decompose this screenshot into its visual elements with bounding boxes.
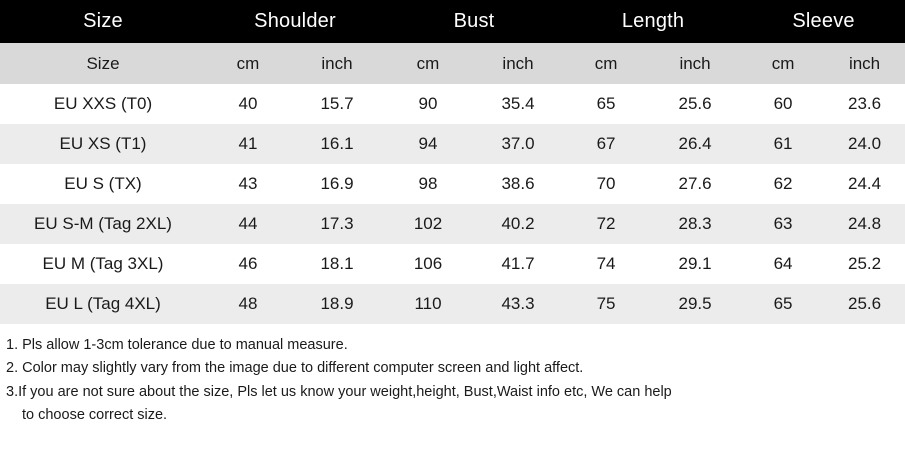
table-body xyxy=(0,84,905,324)
unit-shoulder-cm: cm xyxy=(236,53,260,73)
cell-sleeve-cm: 62 xyxy=(773,174,793,193)
table-row xyxy=(0,164,905,204)
unit-shoulder-inch: inch xyxy=(321,53,353,73)
table-header xyxy=(0,0,905,84)
table-row xyxy=(0,84,905,124)
cell-sleeve-inch: 25.6 xyxy=(847,294,882,313)
cell-shoulder-inch: 16.1 xyxy=(320,134,354,153)
unit-sleeve-inch: inch xyxy=(848,53,881,73)
unit-length-cm: cm xyxy=(594,53,618,73)
unit-sleeve-cm: cm xyxy=(771,53,795,73)
cell-length-cm: 70 xyxy=(596,174,616,193)
row-size-label: EU L (Tag 4XL) xyxy=(45,294,161,313)
header-row-groups xyxy=(0,0,905,43)
unit-size: Size xyxy=(86,53,120,73)
cell-shoulder-cm: 43 xyxy=(238,174,258,193)
cell-length-cm: 67 xyxy=(596,134,616,153)
cell-sleeve-cm: 60 xyxy=(773,94,793,113)
cell-shoulder-inch: 15.7 xyxy=(320,94,354,113)
cell-length-cm: 65 xyxy=(596,94,616,113)
cell-shoulder-inch: 16.9 xyxy=(320,174,354,193)
cell-shoulder-cm: 40 xyxy=(238,94,258,113)
cell-shoulder-cm: 48 xyxy=(238,294,258,313)
header-sleeve: Sleeve xyxy=(792,10,855,32)
note-tolerance: 1. Pls allow 1-3cm tolerance due to manual measure. xyxy=(6,337,348,353)
cell-bust-cm: 94 xyxy=(418,134,438,153)
cell-sleeve-inch: 23.6 xyxy=(847,94,882,113)
cell-shoulder-cm: 46 xyxy=(238,254,258,273)
note-sizing-help: 3.If you are not sure about the size, Pls let us know your weight,height, Bust,Waist info etc, We can help xyxy=(6,383,672,400)
note-sizing-help-cont: to choose correct size. xyxy=(22,407,168,424)
cell-bust-cm: 102 xyxy=(413,214,443,233)
cell-bust-inch: 37.0 xyxy=(501,134,535,153)
cell-length-inch: 29.1 xyxy=(678,254,712,273)
cell-sleeve-cm: 65 xyxy=(773,294,793,313)
cell-length-cm: 74 xyxy=(596,254,616,273)
cell-bust-cm: 110 xyxy=(414,294,442,313)
cell-bust-inch: 38.6 xyxy=(501,174,535,193)
cell-sleeve-inch: 24.0 xyxy=(847,134,882,153)
row-size-label: EU M (Tag 3XL) xyxy=(42,254,164,273)
cell-bust-inch: 43.3 xyxy=(501,294,535,313)
table-row xyxy=(0,244,905,284)
cell-sleeve-cm: 63 xyxy=(773,214,793,233)
row-size-label: EU S (TX) xyxy=(64,174,142,193)
cell-shoulder-cm: 44 xyxy=(238,214,258,233)
cell-bust-cm: 98 xyxy=(418,174,438,193)
cell-sleeve-cm: 64 xyxy=(773,254,793,273)
cell-sleeve-inch: 24.8 xyxy=(847,214,882,233)
cell-bust-cm: 106 xyxy=(413,254,443,273)
header-shoulder: Shoulder xyxy=(254,10,336,32)
row-size-label: EU S-M (Tag 2XL) xyxy=(34,214,172,233)
header-bust: Bust xyxy=(453,10,495,32)
cell-length-inch: 29.5 xyxy=(678,294,712,313)
unit-length-inch: inch xyxy=(679,53,711,73)
row-size-label: EU XS (T1) xyxy=(59,134,147,153)
table-row xyxy=(0,204,905,244)
notes-section xyxy=(0,324,905,428)
cell-length-inch: 25.6 xyxy=(678,94,712,113)
cell-sleeve-inch: 24.4 xyxy=(847,174,882,193)
header-length: Length xyxy=(621,10,685,32)
unit-bust-inch: inch xyxy=(502,53,534,73)
cell-length-cm: 75 xyxy=(596,294,616,313)
table-row xyxy=(0,124,905,164)
cell-sleeve-cm: 61 xyxy=(773,134,793,153)
cell-length-inch: 26.4 xyxy=(678,134,712,153)
cell-shoulder-cm: 41 xyxy=(238,134,258,153)
cell-shoulder-inch: 17.3 xyxy=(320,214,354,233)
row-size-label: EU XXS (T0) xyxy=(53,94,153,113)
cell-bust-inch: 40.2 xyxy=(501,214,535,233)
note-color: 2. Color may slightly vary from the image due to different computer screen and light affect. xyxy=(6,360,584,377)
cell-length-inch: 27.6 xyxy=(678,174,712,193)
cell-shoulder-inch: 18.9 xyxy=(320,294,354,313)
cell-sleeve-inch: 25.2 xyxy=(847,254,882,273)
unit-bust-cm: cm xyxy=(416,53,440,73)
cell-shoulder-inch: 18.1 xyxy=(320,254,354,273)
header-row-units xyxy=(0,43,905,84)
cell-bust-inch: 35.4 xyxy=(501,94,535,113)
cell-length-inch: 28.3 xyxy=(678,214,712,233)
cell-bust-inch: 41.7 xyxy=(501,254,535,273)
cell-length-cm: 72 xyxy=(596,214,616,233)
header-size: Size xyxy=(83,10,123,32)
cell-bust-cm: 90 xyxy=(418,94,438,113)
table-row xyxy=(0,284,905,324)
